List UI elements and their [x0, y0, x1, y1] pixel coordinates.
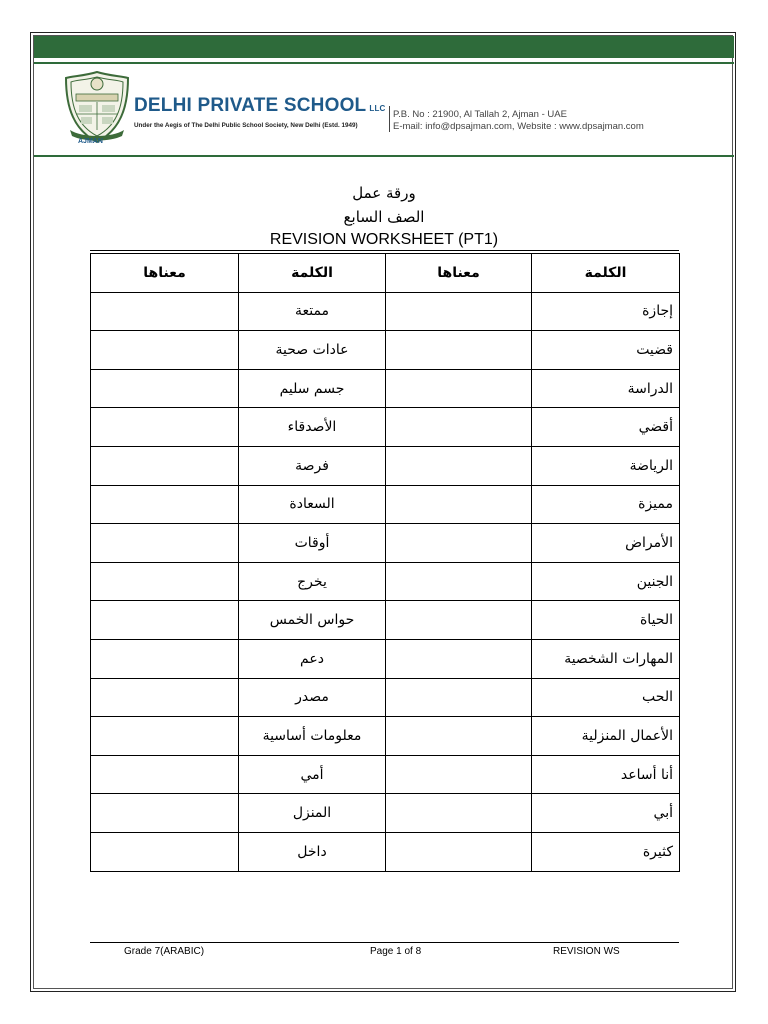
- word-cell: عادات صحية: [239, 331, 386, 370]
- word-cell: إجازة: [532, 292, 680, 331]
- header-bottom-rule: [34, 155, 734, 157]
- meaning-answer-cell[interactable]: [91, 524, 239, 563]
- meaning-answer-cell[interactable]: [386, 755, 532, 794]
- contact-divider: [389, 106, 390, 132]
- school-name-text: DELHI PRIVATE SCHOOL: [134, 95, 367, 116]
- table-row: [91, 678, 680, 717]
- word-cell: أقضي: [532, 408, 680, 447]
- word-cell: أوقات: [239, 524, 386, 563]
- meaning-answer-cell[interactable]: [91, 717, 239, 756]
- word-cell: يخرج: [239, 562, 386, 601]
- school-suffix: LLC: [369, 104, 386, 113]
- word-cell: السعادة: [239, 485, 386, 524]
- word-cell: الحياة: [532, 601, 680, 640]
- table-row: [91, 639, 680, 678]
- meaning-answer-cell[interactable]: [386, 832, 532, 871]
- word-cell: حواس الخمس: [239, 601, 386, 640]
- contact-address: P.B. No : 21900, Al Tallah 2, Ajman - UAE: [393, 109, 567, 120]
- meaning-answer-cell[interactable]: [386, 369, 532, 408]
- title-grade-arabic: الصف السابع: [343, 208, 425, 226]
- table-row: [91, 485, 680, 524]
- word-cell: المنزل: [239, 794, 386, 833]
- meaning-answer-cell[interactable]: [386, 678, 532, 717]
- meaning-answer-cell[interactable]: [91, 755, 239, 794]
- table-row: [91, 446, 680, 485]
- word-cell: الرياضة: [532, 446, 680, 485]
- meaning-answer-cell[interactable]: [386, 717, 532, 756]
- word-cell: فرصة: [239, 446, 386, 485]
- meaning-answer-cell[interactable]: [91, 562, 239, 601]
- word-cell: الدراسة: [532, 369, 680, 408]
- table-row: [91, 562, 680, 601]
- meaning-answer-cell[interactable]: [386, 408, 532, 447]
- table-row: [91, 408, 680, 447]
- word-cell: معلومات أساسية: [239, 717, 386, 756]
- vocabulary-table: [90, 253, 680, 872]
- header-green-rule: [34, 62, 734, 64]
- header-meaning-1: معناها: [386, 254, 532, 293]
- word-cell: أبي: [532, 794, 680, 833]
- table-row: [91, 755, 680, 794]
- footer-rule: [90, 942, 679, 943]
- title-worksheet-arabic: ورقة عمل: [352, 184, 416, 202]
- meaning-answer-cell[interactable]: [91, 601, 239, 640]
- school-affiliation: Under the Aegis of The Delhi Public School Society, New Delhi (Estd. 1949): [134, 122, 358, 129]
- word-cell: ممتعة: [239, 292, 386, 331]
- title-line-arabic-1: [0, 183, 768, 202]
- title-revision-worksheet: REVISION WORKSHEET (PT1): [269, 231, 499, 248]
- table-row: [91, 794, 680, 833]
- title-line-english: [0, 229, 768, 249]
- table-row: [91, 369, 680, 408]
- footer-grade: Grade 7(ARABIC): [124, 946, 205, 957]
- word-cell: الحب: [532, 678, 680, 717]
- word-cell: داخل: [239, 832, 386, 871]
- meaning-answer-cell[interactable]: [91, 678, 239, 717]
- meaning-answer-cell[interactable]: [386, 794, 532, 833]
- meaning-answer-cell[interactable]: [91, 794, 239, 833]
- meaning-answer-cell[interactable]: [386, 524, 532, 563]
- footer-doc-label: REVISION WS: [553, 946, 620, 957]
- meaning-answer-cell[interactable]: [386, 639, 532, 678]
- meaning-answer-cell[interactable]: [91, 639, 239, 678]
- footer-page-number: Page 1 of 8: [370, 946, 422, 957]
- meaning-answer-cell[interactable]: [91, 832, 239, 871]
- header-word-2: الكلمة: [239, 254, 386, 293]
- meaning-answer-cell[interactable]: [91, 408, 239, 447]
- contact-info: [393, 109, 644, 133]
- header-word-1: الكلمة: [532, 254, 680, 293]
- meaning-answer-cell[interactable]: [91, 331, 239, 370]
- table-row: [91, 717, 680, 756]
- table-row: [91, 331, 680, 370]
- meaning-answer-cell[interactable]: [386, 292, 532, 331]
- word-cell: الجنين: [532, 562, 680, 601]
- table-header-row: [91, 254, 680, 293]
- word-cell: الأصدقاء: [239, 408, 386, 447]
- contact-email-website: E-mail: info@dpsajman.com, Website : www.dpsajman.com: [393, 121, 644, 132]
- table-row: [91, 601, 680, 640]
- word-cell: أنا أساعد: [532, 755, 680, 794]
- logo-caption: AJMAN: [78, 138, 103, 145]
- table-row: [91, 292, 680, 331]
- word-cell: مصدر: [239, 678, 386, 717]
- table-top-rule: [90, 250, 679, 251]
- table-row: [91, 832, 680, 871]
- word-cell: الأمراض: [532, 524, 680, 563]
- meaning-answer-cell[interactable]: [386, 331, 532, 370]
- word-cell: أمي: [239, 755, 386, 794]
- meaning-answer-cell[interactable]: [91, 292, 239, 331]
- title-line-arabic-2: [0, 207, 768, 226]
- word-cell: قضيت: [532, 331, 680, 370]
- meaning-answer-cell[interactable]: [386, 446, 532, 485]
- word-cell: الأعمال المنزلية: [532, 717, 680, 756]
- school-name: [134, 95, 386, 117]
- meaning-answer-cell[interactable]: [386, 562, 532, 601]
- meaning-answer-cell[interactable]: [386, 485, 532, 524]
- word-cell: جسم سليم: [239, 369, 386, 408]
- header-meaning-2: معناها: [91, 254, 239, 293]
- meaning-answer-cell[interactable]: [91, 369, 239, 408]
- word-cell: المهارات الشخصية: [532, 639, 680, 678]
- word-cell: كثيرة: [532, 832, 680, 871]
- word-cell: دعم: [239, 639, 386, 678]
- meaning-answer-cell[interactable]: [91, 485, 239, 524]
- header-green-bar: [34, 36, 734, 58]
- word-cell: مميزة: [532, 485, 680, 524]
- table-row: [91, 524, 680, 563]
- meaning-answer-cell[interactable]: [386, 601, 532, 640]
- meaning-answer-cell[interactable]: [91, 446, 239, 485]
